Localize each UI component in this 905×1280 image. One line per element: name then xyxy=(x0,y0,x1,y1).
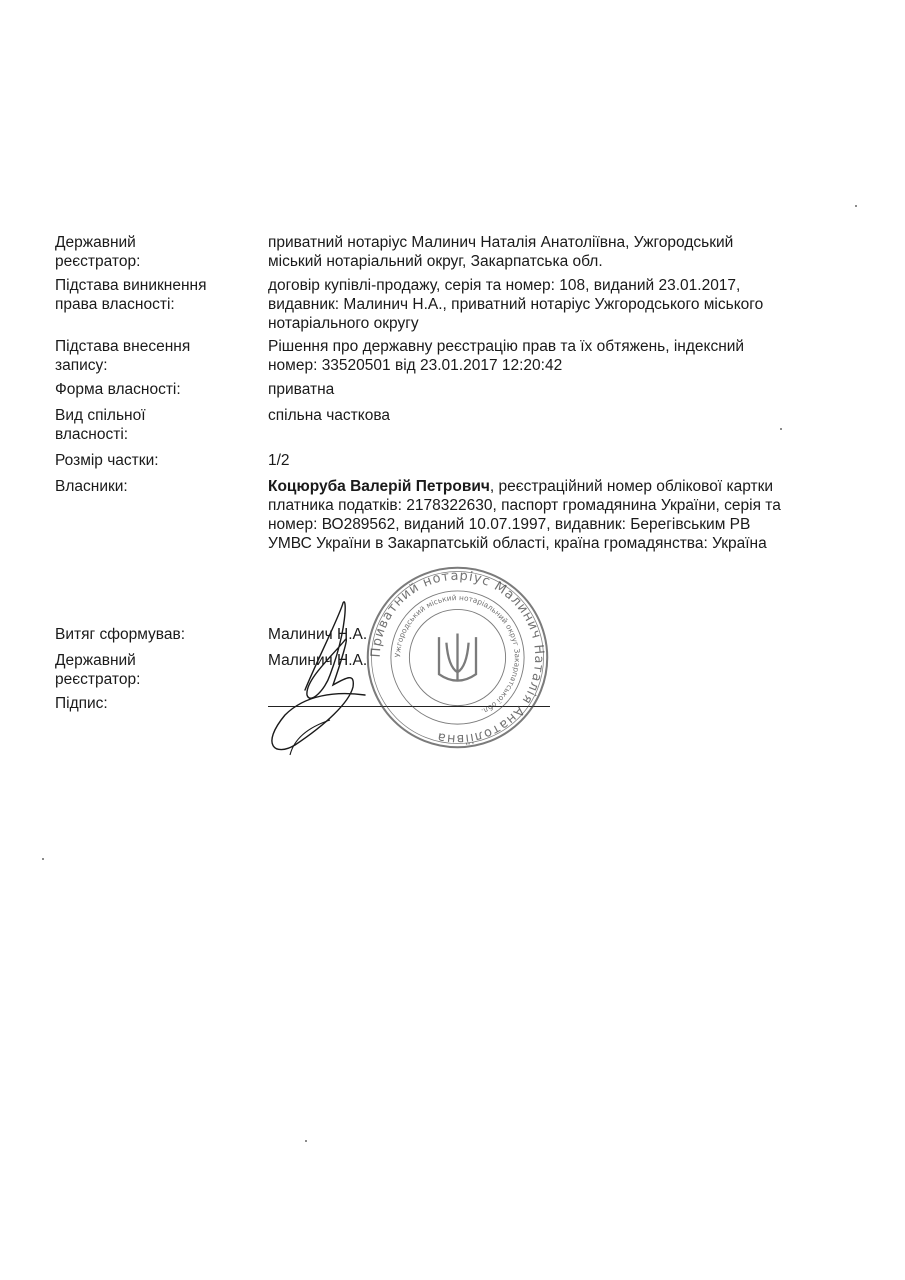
field-label: Державний реєстратор: xyxy=(55,234,141,270)
field-value: приватна xyxy=(268,381,335,398)
field-label: Розмір частки: xyxy=(55,452,159,469)
scan-speck xyxy=(780,428,782,430)
handwritten-signature xyxy=(255,595,385,765)
field-label: Вид спільної власності: xyxy=(55,407,146,443)
field-label: Підстава виникнення права власності: xyxy=(55,277,207,313)
field-value: договір купівлі-продажу, серія та номер: 108, виданий 23.01.2017, видавник: Малинич Н.А., приватний нотаріус Ужгородського міського нотаріального округу xyxy=(268,277,764,332)
seal-inner-text: Ужгородський міський нотаріальний округ Закарпатської обл. xyxy=(393,593,522,717)
seal-outer-text: Приватний нотаріус Малинич Наталія Анатоліївна xyxy=(368,568,547,747)
scan-speck xyxy=(42,858,44,860)
field-label: Форма власності: xyxy=(55,381,181,398)
owner-name: Коцюруба Валерій Петрович xyxy=(268,478,490,495)
field-value xyxy=(268,477,788,553)
field-joint-ownership-type xyxy=(55,406,795,444)
field-owners xyxy=(55,477,795,553)
footer-label: Підпис: xyxy=(55,695,108,712)
owner-details: , реєстраційний номер облікової картки платника податків: 2178322630, паспорт громадянина України, серія та номер: ВО289562, виданий 10.07.1997, видавник: Берегівським РВ УМВС України в Закарпатській області, країна громадянства: Україна xyxy=(268,478,781,552)
field-record-basis xyxy=(55,337,795,375)
field-value: спільна часткова xyxy=(268,407,390,424)
field-label: Підстава внесення запису: xyxy=(55,338,191,374)
field-value: 1/2 xyxy=(268,452,290,469)
scan-speck xyxy=(305,1140,307,1142)
footer-label: Витяг сформував: xyxy=(55,626,185,643)
field-share-size xyxy=(55,451,795,470)
trident-emblem xyxy=(439,633,476,680)
notary-seal xyxy=(365,565,550,750)
scan-speck xyxy=(855,205,857,207)
footer-label: Державний реєстратор: xyxy=(55,652,141,688)
field-value: Рішення про державну реєстрацію прав та їх обтяжень, індексний номер: 33520501 від 23.01.2017 12:20:42 xyxy=(268,338,745,374)
footer-value: Малинич Н.А. xyxy=(268,626,368,643)
footer-value: Малинич Н.А. xyxy=(268,652,368,669)
field-registrar xyxy=(55,233,795,271)
field-label: Власники: xyxy=(55,478,128,495)
field-value: приватний нотаріус Малинич Наталія Анатоліївна, Ужгородський міський нотаріальний округ, Закарпатська обл. xyxy=(268,234,734,270)
field-ownership-basis xyxy=(55,276,795,333)
field-ownership-form xyxy=(55,380,795,399)
